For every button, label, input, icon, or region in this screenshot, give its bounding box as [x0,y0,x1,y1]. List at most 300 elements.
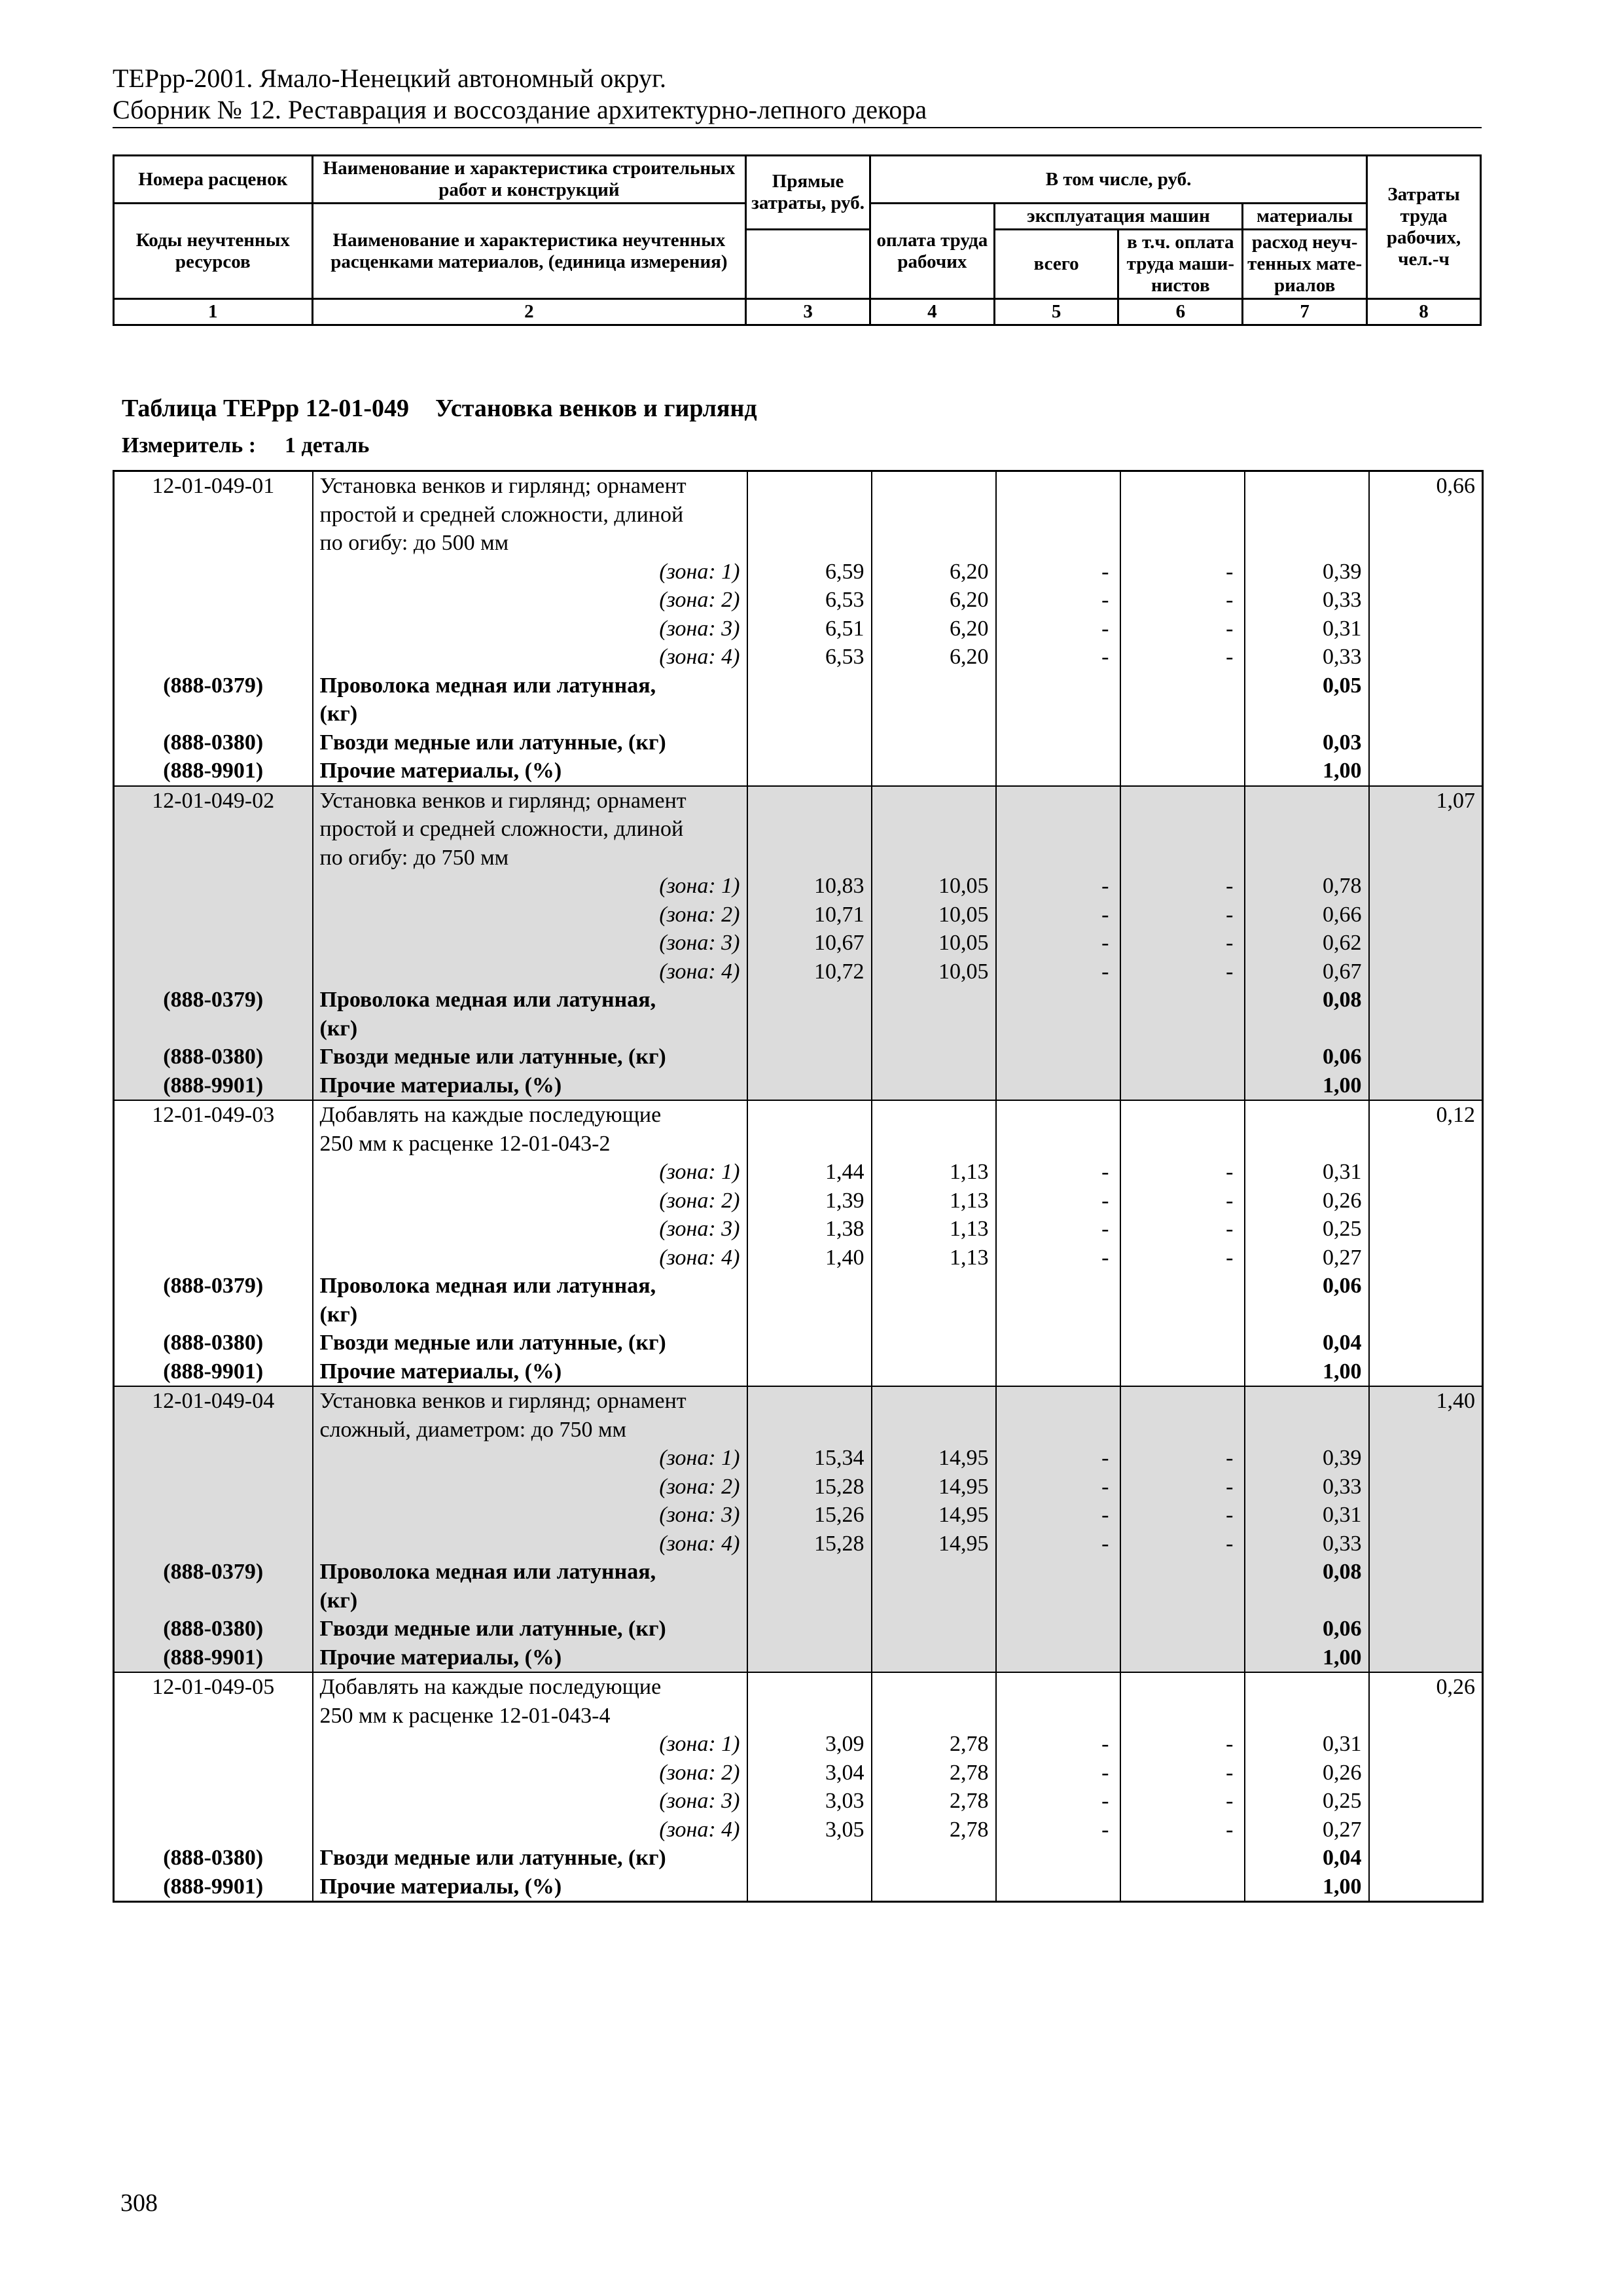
col-machines-total: всего [994,230,1118,299]
empty-cell [996,1615,1120,1643]
empty-cell [747,1071,872,1101]
empty-cell [1120,1100,1245,1158]
material-name-line: Проволока медная или латунная, [319,673,656,698]
zone-label: (зона: 3) [313,929,747,958]
empty-cell [1369,1501,1483,1530]
empty-cell [114,958,313,986]
materials-cost: 0,25 [1245,1215,1369,1244]
rate-code: 12-01-049-02 [114,786,313,872]
machines-total: - [996,1787,1120,1816]
materials-cost: 0,39 [1245,558,1369,586]
material-quantity: 0,04 [1245,1329,1369,1357]
rate-description [313,1672,747,1730]
empty-cell [114,872,313,901]
material-name-line: (кг) [319,1588,358,1613]
empty-cell [1369,1615,1483,1643]
rate-row [114,1672,1483,1730]
material-name-line: Гвозди медные или латунные, (кг) [319,730,666,755]
direct-costs: 15,28 [747,1473,872,1501]
zone-row [114,929,1483,958]
material-name-line: Проволока медная или латунная, [319,1560,656,1584]
labor-pay: 2,78 [872,1787,996,1816]
zone-label: (зона: 3) [313,1215,747,1244]
zone-label: (зона: 2) [313,586,747,615]
page-number: 308 [120,2189,158,2217]
labor-pay: 6,20 [872,558,996,586]
material-name-line: (кг) [319,1016,358,1041]
rate-description [313,786,747,872]
rate-row [114,1386,1483,1444]
material-row [114,1071,1483,1101]
material-code: (888-9901) [114,757,313,786]
material-quantity: 0,08 [1245,986,1369,1043]
empty-cell [872,1272,996,1329]
material-code: (888-9901) [114,1873,313,1902]
empty-cell [1369,1787,1483,1816]
empty-cell [996,1844,1120,1873]
empty-cell [747,786,872,872]
machines-total: - [996,1759,1120,1787]
zone-label: (зона: 2) [313,1759,747,1787]
empty-cell [747,1386,872,1444]
zone-row [114,901,1483,929]
zone-label: (зона: 4) [313,643,747,672]
empty-cell [1120,1615,1245,1643]
header-subtitle: Сборник № 12. Реставрация и воссоздание архитектурно-лепного декора [113,95,927,124]
zone-label: (зона: 1) [313,558,747,586]
empty-cell [1120,1043,1245,1071]
col-materials: материалы [1243,204,1367,230]
empty-cell [1120,672,1245,728]
material-name-line: Прочие материалы, (%) [319,1874,562,1899]
material-name [313,1357,747,1387]
zone-row [114,615,1483,643]
direct-costs: 6,53 [747,643,872,672]
materials-cost: 0,25 [1245,1787,1369,1816]
empty-cell [747,757,872,786]
empty-cell [872,728,996,757]
materials-cost: 0,31 [1245,615,1369,643]
direct-costs: 6,59 [747,558,872,586]
empty-cell [1369,958,1483,986]
material-name [313,986,747,1043]
materials-cost: 0,78 [1245,872,1369,901]
rate-description-line: простой и средней сложности, длиной [319,817,684,841]
material-name [313,1043,747,1071]
machines-total: - [996,586,1120,615]
empty-cell [1369,1844,1483,1873]
empty-cell [872,1357,996,1387]
material-name [313,1873,747,1902]
empty-cell [114,558,313,586]
empty-cell [1120,1844,1245,1873]
labor-pay: 10,05 [872,872,996,901]
machines-labor-pay: - [1120,1473,1245,1501]
machines-labor-pay: - [1120,1158,1245,1187]
empty-cell [747,1672,872,1730]
empty-cell [872,1672,996,1730]
empty-cell [872,672,996,728]
meter-label: Измеритель : [122,433,257,457]
column-number: 5 [994,299,1118,325]
material-row [114,986,1483,1043]
empty-cell [747,1329,872,1357]
empty-cell [114,1759,313,1787]
zone-row [114,1501,1483,1530]
material-row [114,728,1483,757]
empty-cell [1369,1272,1483,1329]
labor-pay: 10,05 [872,929,996,958]
empty-cell [872,1329,996,1357]
machines-total: - [996,1816,1120,1844]
material-code: (888-0379) [114,986,313,1043]
materials-cost: 0,26 [1245,1759,1369,1787]
zone-label: (зона: 1) [313,872,747,901]
material-quantity: 1,00 [1245,757,1369,786]
empty-cell [1245,1672,1369,1730]
column-header-table [113,154,1482,326]
empty-cell [1369,1071,1483,1101]
machines-total: - [996,1158,1120,1187]
zone-row [114,1444,1483,1473]
empty-cell [1120,1357,1245,1387]
materials-cost: 0,67 [1245,958,1369,986]
machines-total: - [996,558,1120,586]
machines-total: - [996,1730,1120,1759]
machines-labor-pay: - [1120,1215,1245,1244]
empty-cell [114,1158,313,1187]
meter-value: 1 деталь [285,433,370,457]
empty-cell [114,1730,313,1759]
empty-cell [747,1873,872,1902]
material-name [313,1844,747,1873]
labor-pay: 1,13 [872,1215,996,1244]
empty-cell [747,1100,872,1158]
zone-row [114,1187,1483,1215]
rate-row [114,786,1483,872]
empty-cell [747,728,872,757]
labor-pay: 10,05 [872,901,996,929]
column-number: 8 [1367,299,1481,325]
machines-total: - [996,958,1120,986]
labor-pay: 6,20 [872,615,996,643]
labor-pay: 2,78 [872,1730,996,1759]
col-resource-codes: Коды неучтенных ресурсов [114,204,313,299]
material-name-line: Гвозди медные или латунные, (кг) [319,1045,666,1069]
machines-labor-pay: - [1120,1244,1245,1272]
rate-row [114,1100,1483,1158]
machines-labor-pay: - [1120,1759,1245,1787]
direct-costs: 10,71 [747,901,872,929]
material-code: (888-0379) [114,1272,313,1329]
empty-cell [1120,986,1245,1043]
material-name-line: Прочие материалы, (%) [319,1073,562,1098]
labor-cost: 0,26 [1369,1672,1483,1730]
rates-table [113,470,1484,1903]
zone-row [114,1730,1483,1759]
col-machines: эксплуатация машин [994,204,1242,230]
col-direct-costs-spacer [746,230,870,299]
material-row [114,1643,1483,1673]
zone-label: (зона: 1) [313,1158,747,1187]
labor-pay: 14,95 [872,1473,996,1501]
labor-pay: 2,78 [872,1816,996,1844]
direct-costs: 10,83 [747,872,872,901]
empty-cell [1120,1643,1245,1673]
rate-description-line: сложный, диаметром: до 750 мм [319,1417,627,1442]
material-name-line: Прочие материалы, (%) [319,1645,562,1670]
empty-cell [1369,586,1483,615]
empty-cell [1369,1816,1483,1844]
labor-cost: 0,66 [1369,471,1483,558]
table-title-name: Установка венков и гирлянд [435,395,757,422]
empty-cell [996,1357,1120,1387]
zone-label: (зона: 1) [313,1444,747,1473]
materials-cost: 0,62 [1245,929,1369,958]
machines-labor-pay: - [1120,643,1245,672]
empty-cell [1369,1558,1483,1615]
table-title [122,394,757,423]
material-quantity: 0,06 [1245,1615,1369,1643]
empty-cell [872,1615,996,1643]
rate-description-line: 250 мм к расценке 12-01-043-2 [319,1131,611,1156]
material-name-line: (кг) [319,1302,358,1327]
rate-description [313,1100,747,1158]
material-quantity: 1,00 [1245,1071,1369,1101]
header-rule [113,127,1482,128]
empty-cell [747,672,872,728]
rate-description-line: по огибу: до 750 мм [319,845,509,870]
empty-cell [996,1558,1120,1615]
empty-cell [996,1672,1120,1730]
empty-cell [1369,872,1483,901]
machines-labor-pay: - [1120,958,1245,986]
machines-total: - [996,901,1120,929]
materials-cost: 0,27 [1245,1816,1369,1844]
material-row [114,1873,1483,1902]
material-quantity: 1,00 [1245,1873,1369,1902]
empty-cell [1369,1759,1483,1787]
rate-description-line: 250 мм к расценке 12-01-043-4 [319,1703,611,1728]
column-number: 3 [746,299,870,325]
machines-labor-pay: - [1120,872,1245,901]
zone-label: (зона: 4) [313,958,747,986]
zone-row [114,1759,1483,1787]
labor-pay: 6,20 [872,586,996,615]
empty-cell [114,901,313,929]
machines-labor-pay: - [1120,558,1245,586]
direct-costs: 3,04 [747,1759,872,1787]
material-code: (888-0380) [114,1329,313,1357]
zone-row [114,1158,1483,1187]
empty-cell [1369,1244,1483,1272]
machines-total: - [996,615,1120,643]
machines-total: - [996,1530,1120,1558]
zone-row [114,1473,1483,1501]
zone-row [114,643,1483,672]
empty-cell [872,1643,996,1673]
empty-cell [996,1329,1120,1357]
empty-cell [1369,901,1483,929]
empty-cell [996,1386,1120,1444]
material-row [114,757,1483,786]
empty-cell [747,471,872,558]
zone-row [114,958,1483,986]
empty-cell [872,986,996,1043]
labor-pay: 1,13 [872,1187,996,1215]
labor-pay: 14,95 [872,1530,996,1558]
direct-costs: 1,39 [747,1187,872,1215]
empty-cell [747,1272,872,1329]
zone-row [114,1530,1483,1558]
machines-total: - [996,1244,1120,1272]
empty-cell [872,1043,996,1071]
empty-cell [747,1615,872,1643]
material-name [313,672,747,728]
labor-pay: 14,95 [872,1444,996,1473]
material-code: (888-9901) [114,1643,313,1673]
zone-label: (зона: 3) [313,1787,747,1816]
direct-costs: 6,51 [747,615,872,643]
empty-cell [1369,1158,1483,1187]
column-number: 4 [870,299,995,325]
material-code: (888-9901) [114,1357,313,1387]
empty-cell [1245,1100,1369,1158]
labor-pay: 2,78 [872,1759,996,1787]
zone-row [114,1816,1483,1844]
empty-cell [114,1787,313,1816]
labor-cost: 1,07 [1369,786,1483,872]
material-quantity: 0,03 [1245,728,1369,757]
empty-cell [1369,1530,1483,1558]
empty-cell [1369,1187,1483,1215]
zone-row [114,586,1483,615]
labor-pay: 1,13 [872,1244,996,1272]
machines-labor-pay: - [1120,1816,1245,1844]
empty-cell [747,1643,872,1673]
empty-cell [1120,1272,1245,1329]
empty-cell [1120,1329,1245,1357]
material-row [114,1615,1483,1643]
empty-cell [1245,786,1369,872]
material-name [313,1558,747,1615]
empty-cell [872,1071,996,1101]
material-name-line: Прочие материалы, (%) [319,1359,562,1384]
zone-row [114,1787,1483,1816]
direct-costs: 1,38 [747,1215,872,1244]
rate-description-line: по огибу: до 500 мм [319,531,509,555]
empty-cell [872,1873,996,1902]
empty-cell [996,728,1120,757]
empty-cell [1120,471,1245,558]
material-code: (888-0380) [114,1615,313,1643]
materials-cost: 0,33 [1245,643,1369,672]
direct-costs: 3,09 [747,1730,872,1759]
empty-cell [114,1444,313,1473]
empty-cell [114,1187,313,1215]
empty-cell [1120,1386,1245,1444]
empty-cell [996,672,1120,728]
material-name [313,1272,747,1329]
empty-cell [114,643,313,672]
machines-labor-pay: - [1120,1730,1245,1759]
material-code: (888-0380) [114,1043,313,1071]
materials-cost: 0,33 [1245,1530,1369,1558]
empty-cell [1369,1873,1483,1902]
machines-total: - [996,929,1120,958]
material-quantity: 1,00 [1245,1357,1369,1387]
zone-label: (зона: 4) [313,1816,747,1844]
machines-labor-pay: - [1120,1187,1245,1215]
material-name-line: Гвозди медные или латунные, (кг) [319,1617,666,1641]
empty-cell [1369,757,1483,786]
rate-row [114,471,1483,558]
zone-row [114,872,1483,901]
empty-cell [996,1643,1120,1673]
empty-cell [1369,643,1483,672]
rate-description-line: простой и средней сложности, длиной [319,502,684,527]
material-row [114,1272,1483,1329]
direct-costs: 6,53 [747,586,872,615]
material-name [313,728,747,757]
rate-description [313,471,747,558]
material-code: (888-0379) [114,672,313,728]
direct-costs: 3,05 [747,1816,872,1844]
empty-cell [1369,1730,1483,1759]
material-quantity: 1,00 [1245,1643,1369,1673]
materials-cost: 0,27 [1245,1244,1369,1272]
empty-cell [1120,1558,1245,1615]
empty-cell [114,929,313,958]
col-machines-labor: в т.ч. оплата труда маши-нистов [1118,230,1243,299]
empty-cell [872,757,996,786]
empty-cell [747,986,872,1043]
empty-cell [1369,672,1483,728]
empty-cell [996,1043,1120,1071]
empty-cell [1120,1873,1245,1902]
materials-cost: 0,66 [1245,901,1369,929]
machines-total: - [996,1473,1120,1501]
machines-total: - [996,872,1120,901]
zone-label: (зона: 1) [313,1730,747,1759]
materials-cost: 0,39 [1245,1444,1369,1473]
material-name [313,1329,747,1357]
empty-cell [996,757,1120,786]
empty-cell [1369,1473,1483,1501]
zone-label: (зона: 3) [313,615,747,643]
empty-cell [872,1100,996,1158]
material-quantity: 0,06 [1245,1272,1369,1329]
rate-code: 12-01-049-04 [114,1386,313,1444]
machines-labor-pay: - [1120,1787,1245,1816]
empty-cell [114,1501,313,1530]
direct-costs: 10,72 [747,958,872,986]
materials-cost: 0,31 [1245,1730,1369,1759]
material-name [313,1643,747,1673]
machines-labor-pay: - [1120,615,1245,643]
empty-cell [747,1558,872,1615]
material-code: (888-9901) [114,1071,313,1101]
labor-pay: 6,20 [872,643,996,672]
materials-cost: 0,33 [1245,1473,1369,1501]
rate-description-line: Установка венков и гирлянд; орнамент [319,788,687,813]
labor-pay: 1,13 [872,1158,996,1187]
empty-cell [114,1244,313,1272]
column-number: 1 [114,299,313,325]
machines-labor-pay: - [1120,1444,1245,1473]
empty-cell [1369,1643,1483,1673]
rate-code: 12-01-049-01 [114,471,313,558]
